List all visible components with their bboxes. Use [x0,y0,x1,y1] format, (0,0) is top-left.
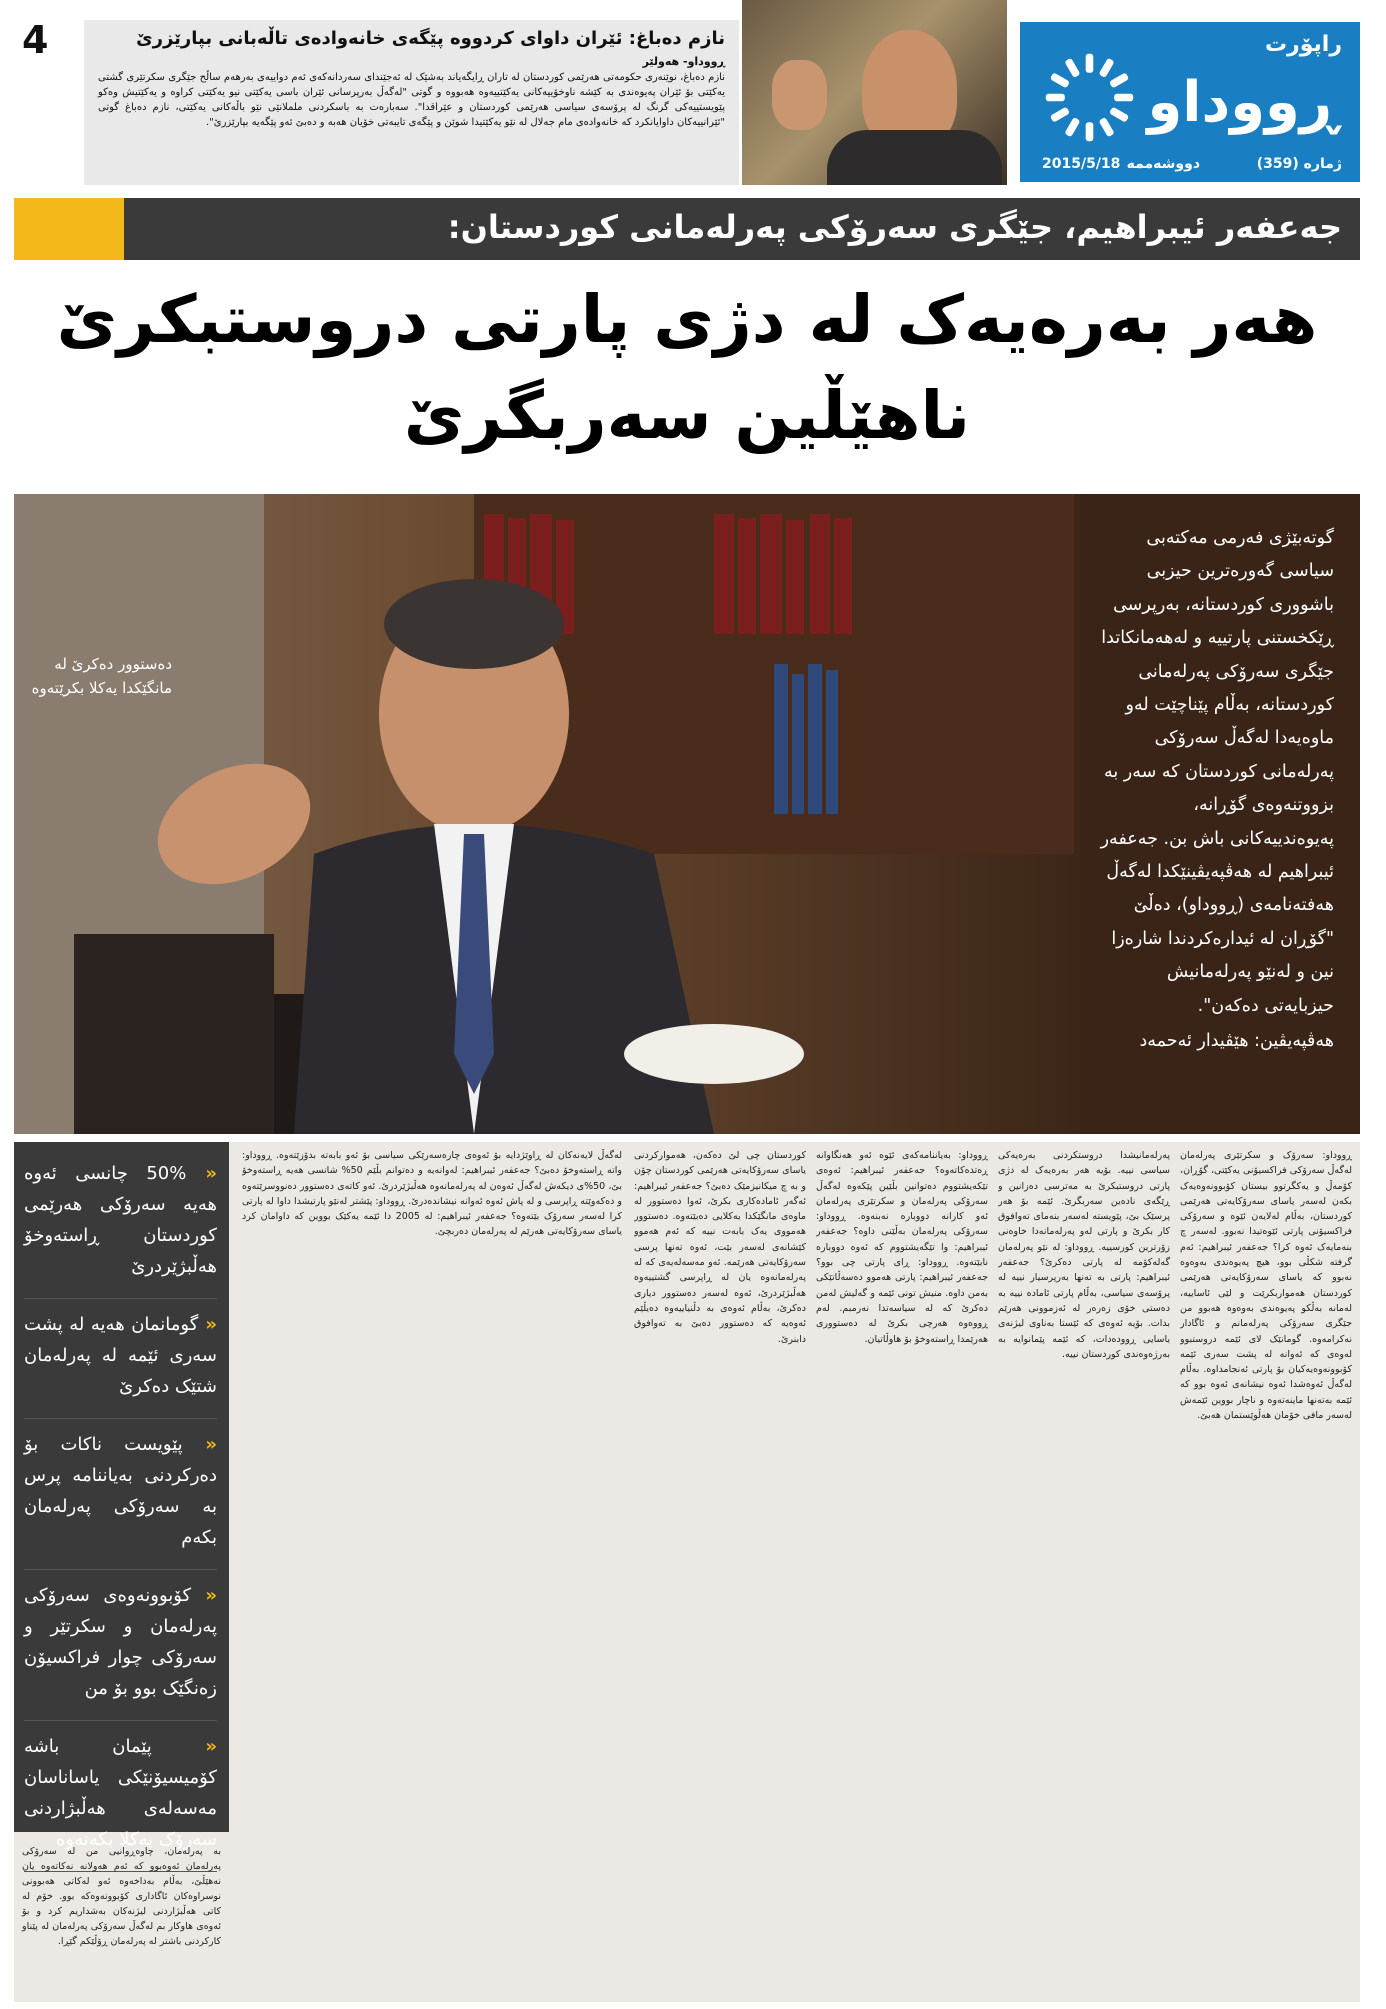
highlight-item: « پێویست ناکات بۆ دەرکردنی بەیاننامە پرس بە سەرۆکی پەرلەمان بکەم [24,1419,217,1570]
intro-byline: هەڤپەیڤین: هێڤیدار ئەحمەد [1139,1031,1334,1052]
teaser-headline[interactable]: نازم دەباغ: ئێران داوای کردووە پێگەی خانەوادەی تاڵەبانی بپارێزرێ [136,28,725,49]
subtitle-accent [14,198,124,260]
issue-number: ژمارە (359) [1256,156,1342,172]
main-headline [14,272,1360,482]
sidebar-continuation-text: بە پەرلەمان، چاوەڕوانیی من لە سەرۆکی پەرلەمان ئەوەبوو کە ئەم هەولانە نەکاتەوە یان نەهێڵێ، بەڵام بەداخەوە ئەو لەکاتی هەبوونی نوسراوەکان ئاگاداری کۆبوونەوەکە بوو. خۆم لە کاتی هەڵبژاردنی لیژنەکان بەشداریم کرد و بۆ ئەوەی هاوکار بم لەگەڵ سەرۆکی پەرلەمان لە پێناو کارکردنی باشتر لە پەرلەمان ڕۆڵێکم گێڕا. [22,1846,221,1947]
headline-line-1: هەر بەرەیەک لە دژی پارتی دروستبکرێ [56,281,1318,358]
highlight-item: « کۆبوونەوەی سەرۆکی پەرلەمان و سکرتێر و سەرۆکی چوار فراکسیۆن زەنگێک بوو بۆ من [24,1570,217,1721]
teaser-photo [742,0,1007,185]
teaser-byline: ڕووداو- هەولێر [642,55,725,68]
highlight-item: « پێمان باشە کۆمیسیۆنێکی یاساناسان مەسەلەی هەڵبژاردنی سەرۆک یەکلا بکەنەوە [24,1721,217,1872]
chevron-left-icon: « [182,1434,217,1455]
issue-day: دووشەممە [1126,156,1200,172]
highlight-item: « 50% چانسی ئەوە هەیە سەرۆکی هەرێمی کوردستان ڕاستەوخۆ هەڵبژێردرێ [24,1148,217,1299]
headline-line-2: ناهێڵین سەربگرێ [403,377,971,454]
photo-pull-quote: دەستوور دەکرێ لە مانگێکدا یەکلا بکرێتەوە [31,655,172,697]
article-column-4: کوردستان چی لێ دەکەن، هەموارکردنی یاسای سەرۆکایەتی هەرێمی کوردستان چۆن و بە چ میکانیزمێک دەبێ؟ جەعفەر ئیبراهیم: ئەگەر ئامادەکاری بکرێ، ئەوا دەستوور لە ماوەی مانگێکدا یەکلایی دەبێتەوە. دەستوور هەمووی یەک بابەت نییە کە ئەم هەموو کێشانەی لەسەر بێت، ئەوە تەنها پرسی سەرۆکایەتی هەرێمە. ئەو مەسەلەیەی کە لە پەرلەمانەوە یان لە ڕاپرسی گشتییەوە هەڵبژێردرێ، ئەوە لەسەر دەستوور دیاری دەکرێ، بەڵام ئەوەی بە دڵنیاییەوە دەیڵێم ئەوەیە کە دەستوور دەبێ بە تەوافوق دابنرێ. [634,1150,806,1345]
masthead [1020,22,1360,182]
chevron-left-icon: « [191,1585,217,1606]
teaser-body: نازم دەباغ، نوێنەری حکومەتی هەرێمی کوردستان لە تاران ڕایگەیاند بەشێک لە ئەجێنداى سەردانەکەی ئەم دواییەی بەرهەم ساڵح جێگری سکرتێری گشتی یەکێتی بۆ ئێران پەیوەندی بە کێشە ناوخۆییەکانی یەکێتییەوە هەبووە و گوتی "لەگەڵ بەرپرسانی ئێران باسی یەکێتی نیو یەکێتی کراوە و یەکێتیش وەکو پێویستییەکی گرنگ لە پرۆسەی سیاسی هەرێمی کوردستان و عێراقدا". سەبارەت بە باسکردنی ململانێی نێو باڵەکانی یەکێتی، نازم دەباغ گوتی "ئێرانییەکان داوایانکرد کە خانەوادەی مام جەلال لە نێو یەکێتیدا شوێن و پێگەی تایبەتی خۆیان هەبە و دەبێ ئەو پێگەیە بپارێزرێ". [98,72,725,128]
chevron-left-icon: « [198,1314,217,1335]
chevron-left-icon: « [151,1736,217,1757]
article-column-1: ڕووداو: سەرۆک و سکرتێری پەرلەمان لەگەڵ سەرۆکی فراکسیۆنی یەکێتی، گۆڕان، کۆمەڵ و یەکگرتوو بیستان کۆبوونەوەیەک بکەن لەسەر یاسای سەرۆکایەتی هەرێمی کوردستان، بەڵام لەلایەن ئێوە و سەرۆکی فراکسیۆنی پارتی ئێوەتیدا نەبوو. لەسەر چ بنەمایەک ئەوە کرا؟ جەعفەر ئیبراهیم: ئەم گرفتە شکڵی بوو، هیچ پەیوەندی بەوەوە نەبوو کە یاسای سەرۆکایەتی هەرێمی کوردستان هەمواربکرێت و لێی ئاساییە، لەمانە بەڵکو پەیوەندی بەوەوە هەبوو من جێگری سەرۆکی پەرلەمانم و ئاگادار نەکرامەوە. گومانێک لای ئێمە دروستبوو لەوەی کە ئەوانە لە پشت سەری ئێمە کۆبوونەوەیەکیان بۆ پارتی ئەنجامداوە. بەڵام لەگەڵ ئەوەشدا ئەوە نیشانەی ئەوە بوو کە ئێمە بەتەنها ماینەتەوە و ناچار بووین ئێمەش لەسەر مافی خۆمان هەڵوێستمان هەبێ. [1180,1150,1352,1422]
page-number: 4 [22,18,49,62]
article-column-2: پەرلەمانیشدا دروستکردنی بەرەیەکی سیاسی نییە. بۆیە هەر بەرەیەک لە دژی پارتی دروستبکرێ بە مەترسی دەزانین و ڕێگەی نادەین سەربگرێ. ئێمە بۆ هەر پرسێک بێ، پێویستە لەسەر بنەمای تەوافوق کار بکرێ و پارتی لەو پەرلەمانەدا خاوەنی زۆرترین کورسییە. ڕووداو: لە نێو پەرلەمان گەلەکۆمە لە پارتی دەکرێ؟ جەعفەر ئیبراهیم: پارتی بە تەنها بەرپرسیار نییە لە پرۆسەی سیاسی، بەڵام پارتی ئامادە نییە بە دەستی خۆی زەرەر لە ئەزموونی هەرێم بدات. بۆیە ئەوەی کە ئێستا بەناوی لیژنەی یاسایی ڕوودەدات، کە ئێمە پێمانوایە بە بەرژەوەندی کوردستان نییە. [998,1150,1170,1360]
rudaw-logo-icon [1042,50,1137,145]
interview-photo-illustration [14,494,1114,1134]
highlight-item: « گومانمان هەیە لە پشت سەری ئێمە لە پەرلەمان شتێک دەکرێ [24,1299,217,1419]
highlights-sidebar [14,1142,229,1850]
photo-hand-shape [772,60,827,130]
article-column-5: لەگەڵ لایەنەکان لە ڕاوێژدایە بۆ ئەوەی چارەسەرێکی سیاسی بۆ ئەو بابەتە بدۆزێتەوە. ڕووداو: واتە ڕاستەوخۆ دەبێ؟ جەعفەر ئیبراهیم: لەوانەیە و دەتوانم بڵێم 50% شانسی هەیە ڕاستەوخۆ بێ، 50%ی دیکەش لەگەڵ ئەوەن لە پەرلەمانەوە هەڵبژێردرێ. ئەو کاتەی دەستوور دەنووسرێتەوە و دەکەوێتە ڕاپرسی و لە پاش ئەوە ئەوانە نیشاندەدرێ. ڕووداو: پێشتر لەنێو پارتیشدا داوا لە پارتی کرا لەسەر سەرۆک بێتەوە؟ جەعفەر ئیبراهیم: لە 2005 دا ئێمە یەکێک بووین کە داوامان کرد یاسای سەرۆکایەتی هەرێم لە پەرلەمان دەربچێ. [242,1150,622,1238]
issue-date: 2015/5/18 [1042,156,1121,172]
subtitle-text: جەعفەر ئیبراهیم، جێگری سەرۆکی پەرلەمانی کوردستان: [447,208,1342,246]
intro-box [1080,494,1360,1134]
article-column-3: ڕووداو: بەیاننامەکەی ئێوە ئەو هەنگاوانە ڕەتدەکاتەوە؟ جەعفەر ئیبراهیم: ئەوەی تێکەیشتووم دەتوانین بڵێین پێکەوە لەگەڵ سەرۆکی پەرلەمان و سکرتێری پەرلەمان ئەو کارانە دووبارە نەبنەوە. ڕووداو: سەرۆکی پەرلەمان بەڵێنی داوە؟ جەعفەر ئیبراهیم: وا تێگەیشتووم کە ئەوە دووبارە نابێتەوە. ڕووداو: ڕای پارتی چی بوو؟ جەعفەر ئیبراهیم: پارتی هەموو دەسەڵاتێکی بەمن داوە. منیش تونی ئێمە و گەلیش لەمن دەکرێ کە لە سیاسەتدا نەرمبم. لەم ڕووەوە هەرچی بکرێ لە دەستووری هەرێمدا ڕاستەوخۆ بۆ هاوڵاتیان. [816,1150,988,1345]
rudaw-logo-text: ڕووداو [1147,70,1338,135]
main-photo [14,494,1114,1134]
intro-text: گوتەبێژی فەرمی مەکتەبی سیاسی گەورەترین حیزبی باشووری کوردستانە، بەرپرسی ڕێکخستنی پارتییە و لەهەمانکاتدا جێگری سەرۆکی پەرلەمانی کوردستانە، بەڵام پێناچێت لەو ماوەیەدا لەگەڵ سەرۆکی پەرلەمانی کوردستان کە سەر بە بزووتنەوەی گۆڕانە، پەیوەندییەکانی باش بن. جەعفەر ئیبراهیم لە هەڤپەیڤینێکدا لەگەڵ هەفتەنامەی (ڕووداو)، دەڵێ "گۆڕان لە ئیدارەکردندا شارەزا نین و لەنێو پەرلەمانیش حیزبایەتی دەکەن". [1100,528,1334,1016]
chevron-left-icon: « [186,1163,217,1184]
subtitle-bar [14,198,1360,260]
teaser-box [84,20,739,185]
section-label: راپۆرت [1264,32,1342,57]
photo-suit-shape [827,130,1002,185]
